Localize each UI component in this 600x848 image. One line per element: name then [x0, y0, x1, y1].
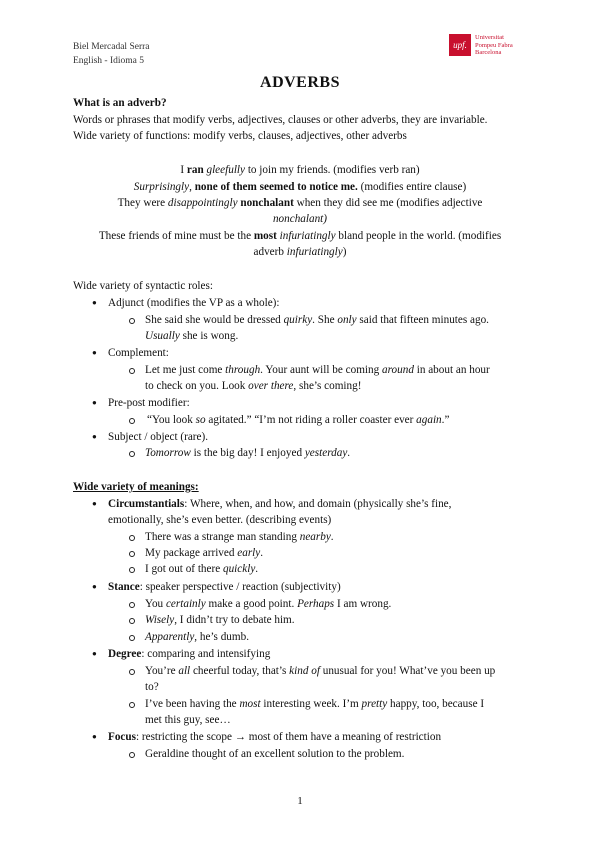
- example-line: Surprisingly, none of them seemed to notice me. (modifies entire clause): [133, 181, 467, 193]
- list-item: You’re all cheerful today, that’s kind of unusual for you! What’ve you been up: [145, 665, 496, 677]
- example-line: These friends of mine must be the most infuriatingly bland people in the world. (modifies: [98, 230, 502, 242]
- paragraph: Wide variety of syntactic roles:: [73, 280, 213, 292]
- page-header: [73, 40, 150, 68]
- list-item-continuation: to check on you. Look over there, she’s coming!: [145, 380, 362, 392]
- upf-logo-text: Universitat Pompeu Fabra Barcelona: [475, 34, 513, 56]
- list-item: Geraldine thought of an excellent solution to the problem.: [145, 748, 405, 760]
- bullet-icon: ●: [92, 582, 97, 591]
- circle-bullet-icon: [129, 368, 135, 374]
- circle-bullet-icon: [129, 635, 135, 641]
- bullet-icon: ●: [92, 398, 97, 407]
- list-item: Tomorrow is the big day! I enjoyed yesterday.: [145, 447, 351, 459]
- list-item: Let me just come through. Your aunt will be coming around in about an hour: [145, 364, 490, 376]
- bullet-icon: ●: [92, 499, 97, 508]
- list-item: Subject / object (rare).: [108, 431, 209, 443]
- list-item: Pre-post modifier:: [108, 397, 190, 409]
- list-item: She said she would be dressed quirky. She only said that fifteen minutes ago.: [145, 314, 489, 326]
- paragraph: Words or phrases that modify verbs, adjectives, clauses or other adverbs, they are invariable.: [73, 114, 488, 126]
- bullet-icon: ●: [92, 348, 97, 357]
- list-item: Adjunct (modifies the VP as a whole):: [108, 297, 280, 309]
- list-item: Degree: comparing and intensifying: [108, 648, 271, 660]
- bullet-icon: ●: [92, 649, 97, 658]
- list-item: Apparently, he’s dumb.: [145, 631, 249, 643]
- upf-logo: [449, 34, 513, 57]
- circle-bullet-icon: [129, 669, 135, 675]
- list-item-continuation: met this guy, see…: [145, 714, 231, 726]
- list-item-continuation: to?: [145, 681, 159, 693]
- list-item: Focus: restricting the scope → most of them have a meaning of restriction: [108, 731, 442, 743]
- list-item-continuation: emotionally, she’s even better. (describing events): [108, 514, 332, 526]
- list-item: I’ve been having the most interesting week. I’m pretty happy, too, because I: [145, 698, 485, 710]
- page-number: 1: [297, 795, 303, 807]
- list-item: “You look so agitated.” “I’m not riding a roller coaster ever again.”: [147, 414, 450, 426]
- example-line: nonchalant): [272, 213, 328, 225]
- circle-bullet-icon: [129, 602, 135, 608]
- section-heading: What is an adverb?: [73, 97, 167, 109]
- circle-bullet-icon: [129, 567, 135, 573]
- circle-bullet-icon: [129, 451, 135, 457]
- list-item: Complement:: [108, 347, 169, 359]
- circle-bullet-icon: [129, 618, 135, 624]
- circle-bullet-icon: [129, 551, 135, 557]
- author-name: Biel Mercadal Serra: [73, 42, 150, 52]
- example-line: adverb infuriatingly): [253, 246, 347, 258]
- page-title: ADVERBS: [260, 74, 340, 91]
- section-heading: Wide variety of meanings:: [73, 481, 199, 493]
- list-item-continuation: Usually she is wong.: [145, 330, 239, 342]
- upf-logo-mark: upf.: [449, 34, 471, 56]
- circle-bullet-icon: [129, 318, 135, 324]
- list-item: Stance: speaker perspective / reaction (subjectivity): [108, 581, 341, 593]
- list-item: Wisely, I didn’t try to debate him.: [145, 614, 295, 626]
- list-item: My package arrived early.: [145, 547, 264, 559]
- bullet-icon: ●: [92, 432, 97, 441]
- circle-bullet-icon: [129, 535, 135, 541]
- list-item: I got out of there quickly.: [145, 563, 259, 575]
- circle-bullet-icon: [129, 418, 135, 424]
- course-name: English - Idioma 5: [73, 56, 144, 66]
- list-item: You certainly make a good point. Perhaps I am wrong.: [145, 598, 392, 610]
- example-line: I ran gleefully to join my friends. (modifies verb ran): [180, 164, 420, 176]
- circle-bullet-icon: [129, 702, 135, 708]
- list-item: There was a strange man standing nearby.: [145, 531, 334, 543]
- bullet-icon: ●: [92, 298, 97, 307]
- list-item: Circumstantials: Where, when, and how, and domain (physically she’s fine,: [108, 498, 452, 510]
- example-line: They were disappointingly nonchalant when they did see me (modifies adjective: [117, 197, 483, 209]
- paragraph: Wide variety of functions: modify verbs, clauses, adjectives, other adverbs: [73, 130, 407, 142]
- bullet-icon: ●: [92, 732, 97, 741]
- circle-bullet-icon: [129, 752, 135, 758]
